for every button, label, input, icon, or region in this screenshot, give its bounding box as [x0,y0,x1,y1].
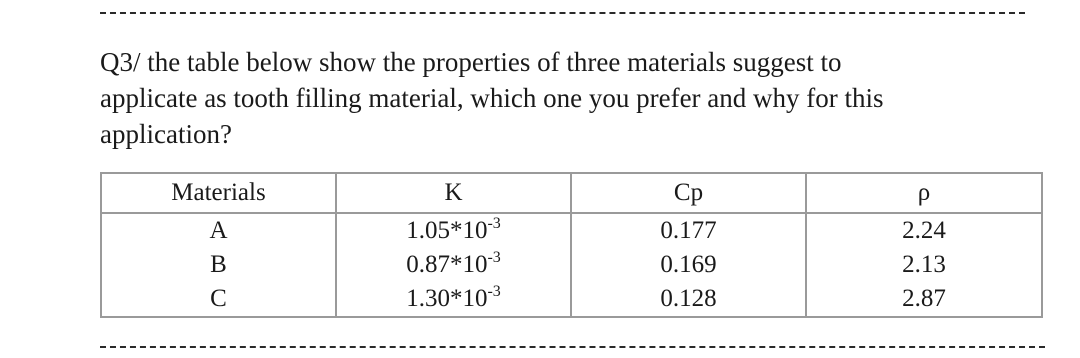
cell-k [336,213,571,248]
cell-k [336,282,571,317]
header-materials: Materials [101,173,336,213]
k-base: 0.87*10 [406,251,488,278]
cell-rho: 2.13 [806,248,1042,282]
cell-k [336,248,571,282]
header-rho: ρ [806,173,1042,213]
cell-cp: 0.169 [571,248,806,282]
material-properties-table [100,172,1043,318]
question-text [100,44,1040,152]
k-base: 1.05*10 [406,217,488,244]
cell-rho: 2.87 [806,282,1042,317]
bottom-dashed-divider [100,346,1045,348]
cell-material: A [101,213,336,248]
cell-material: C [101,282,336,317]
table-row [101,282,1042,317]
table-row [101,248,1042,282]
question-line-1: Q3/ the table below show the properties of three materials suggest to [100,47,842,77]
table-row [101,213,1042,248]
header-cp: Cp [571,173,806,213]
cell-cp: 0.128 [571,282,806,317]
cell-cp: 0.177 [571,213,806,248]
k-base: 1.30*10 [406,285,488,312]
top-dashed-divider [100,12,1025,14]
k-exponent: -3 [487,215,501,232]
table-header-row [101,173,1042,213]
header-k: K [336,173,571,213]
k-exponent: -3 [487,249,501,266]
question-line-2: applicate as tooth filling material, which one you prefer and why for this [100,83,884,113]
question-line-3: application? [100,119,232,149]
cell-rho: 2.24 [806,213,1042,248]
k-exponent: -3 [487,283,501,300]
cell-material: B [101,248,336,282]
